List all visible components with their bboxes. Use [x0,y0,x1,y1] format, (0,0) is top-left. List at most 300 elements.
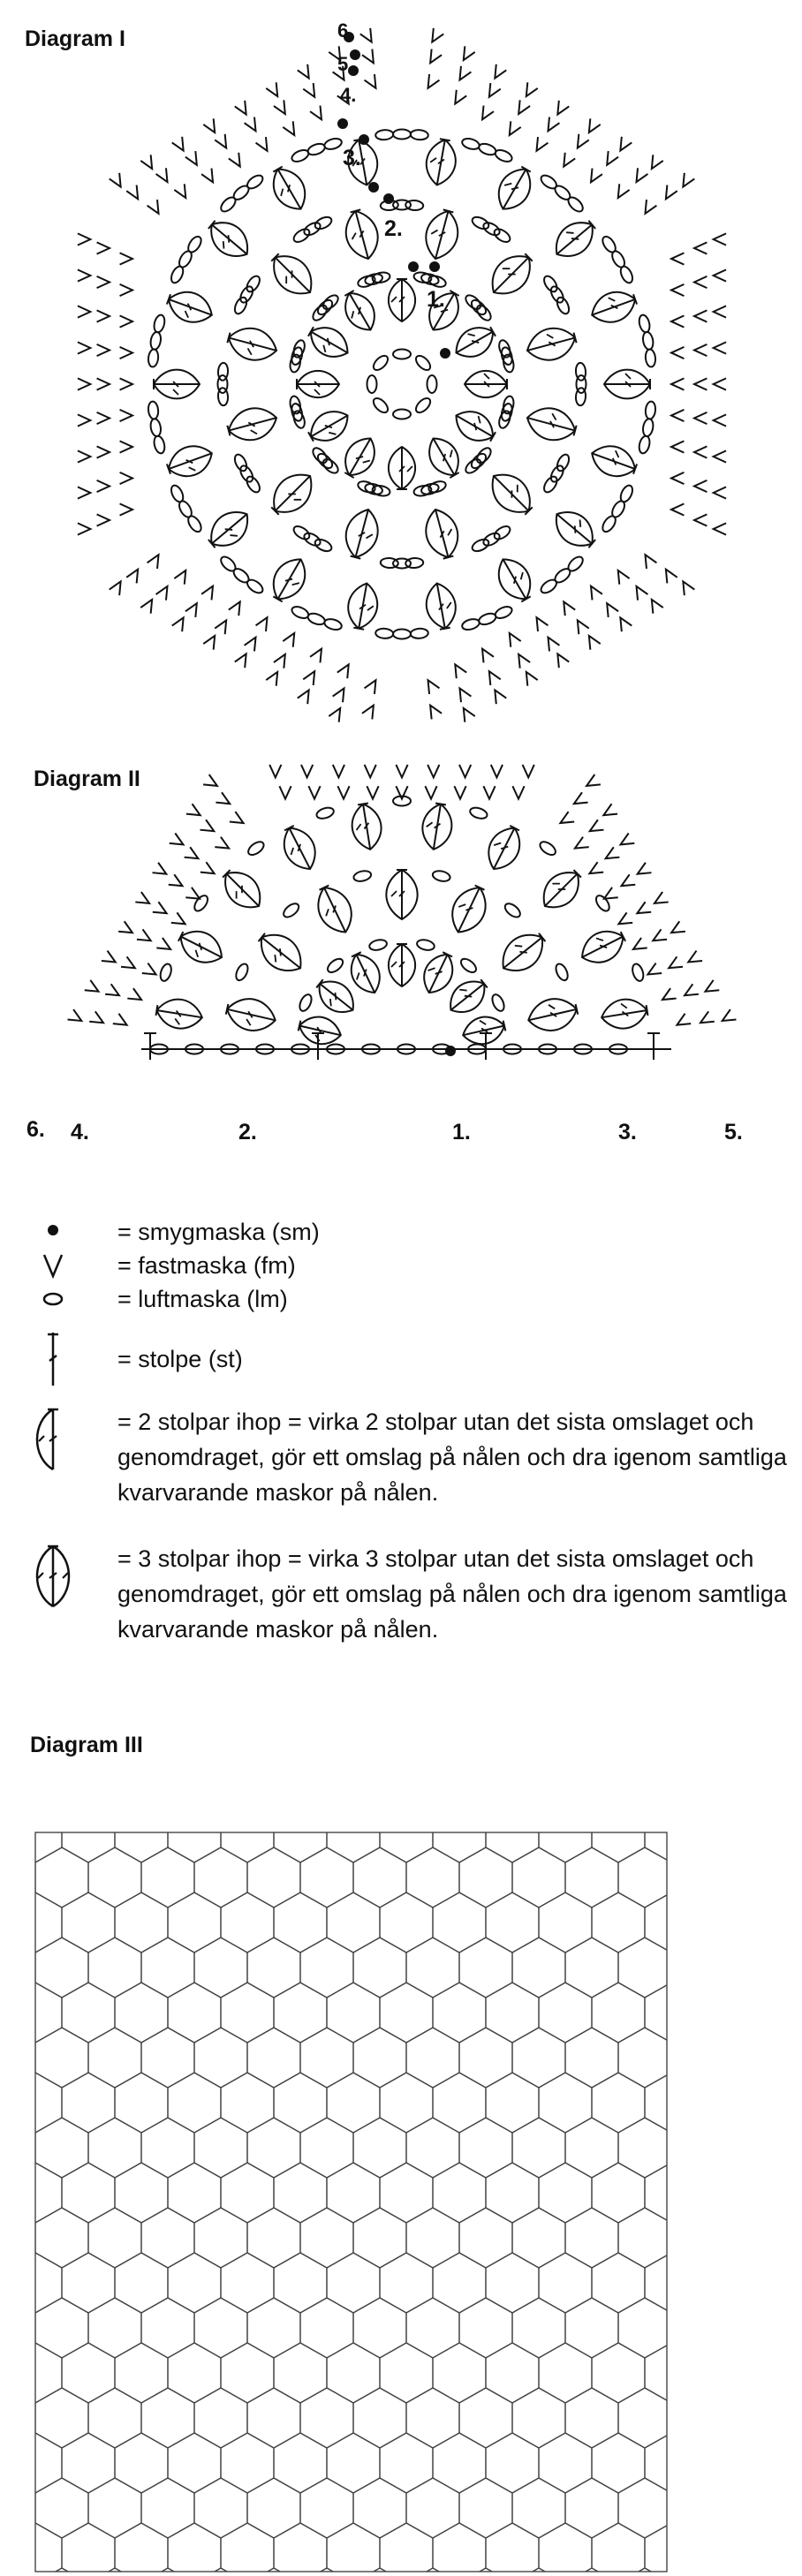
fastmaska-symbol [298,64,309,79]
hexagon-cell [327,1892,380,1953]
hexagon-cell [221,2343,274,2403]
fastmaska-symbol [126,185,138,200]
stolpar-ihop-symbol [337,286,382,336]
hexagon-cell [353,2298,406,2358]
stolpar-ihop-symbol [154,370,200,399]
slip-stitch-symbol [445,1046,456,1056]
fastmaska-symbol [683,581,694,595]
fastmaska-symbol [430,706,442,720]
hexagon-cell [141,2028,194,2088]
stolpar-ihop-symbol [264,465,322,522]
stolpar-ihop-symbol [202,214,256,266]
fastmaska-symbol [714,269,726,281]
stolpar-ihop-symbol [576,924,630,971]
chain-symbol [321,292,340,311]
hexagon-cell [327,2163,380,2223]
hexagon-cell [592,1983,645,2043]
fastmaska-symbol [229,153,240,167]
fastmaska-symbol [120,378,132,389]
stolpar-ihop-symbol [265,552,313,606]
fastmaska-symbol [621,833,635,844]
hexagon-cell [512,1938,565,1998]
chain-symbol [413,396,433,415]
hexagon-cell [141,2118,194,2178]
fastmaska-symbol [647,963,662,975]
hexagon-cell [486,2253,539,2313]
fastmaska-symbol [201,169,213,183]
fastmaska-symbol [169,874,183,886]
stolpar-ihop-symbol [202,503,256,555]
hexagon-cell [459,2028,512,2088]
hexagon-cell [62,1892,115,1953]
hexagon-cell [274,2343,327,2403]
fastmaska-symbol [360,28,372,42]
stolpar-ihop-symbol [304,404,354,448]
fastmaska-symbol [645,200,656,214]
hexagon-cell [645,2433,698,2493]
hexagon-cell [698,1892,751,1953]
hexagon-cell [671,2388,724,2448]
fastmaska-symbol [310,106,322,120]
stolpar-ihop-symbol [423,581,459,631]
chain-symbol [539,578,559,596]
fastmaska-symbol [589,118,601,132]
hexagon-cell [565,2478,618,2538]
hexagon-cell [459,2118,512,2178]
fastmaska-symbol [97,276,110,288]
chain-symbol [306,611,327,626]
chain-symbol [566,555,586,574]
three-dc-together-symbol [26,1541,106,1612]
fastmaska-symbol [308,786,320,798]
fastmaska-symbol [78,523,90,534]
fastmaska-symbol [432,28,443,42]
hexagon-cell [565,2118,618,2178]
hexagon-cell [194,2208,247,2268]
chain-symbol [478,611,498,626]
hexagon-cell [565,2298,618,2358]
stolpar-ihop-symbol [523,403,579,446]
fastmaska-symbol [266,672,277,686]
fastmaska-symbol [329,708,340,722]
hexagon-cell [168,2343,221,2403]
slip-stitch-symbol [368,182,379,193]
d1-round-label-2: 2. [384,216,403,241]
slip-stitch-symbol [429,261,440,272]
fastmaska-symbol [495,64,506,79]
hexagon-cell [194,1847,247,1907]
fastmaska-symbol [459,688,471,702]
stolpar-ihop-symbol [264,246,322,304]
fastmaska-symbol [510,121,521,135]
fastmaska-symbol [677,1014,691,1025]
fastmaska-symbol [591,169,602,183]
hexagon-cell [353,2388,406,2448]
chain-symbol [405,200,424,210]
fastmaska-symbol [482,106,494,120]
hexagon-cell [353,2208,406,2268]
chain-symbol [500,403,514,422]
fastmaska-symbol [113,1014,127,1025]
fastmaska-symbol [78,414,90,426]
chain-symbol [420,482,440,496]
fastmaska-symbol [171,912,185,924]
hexagon-cell [88,1938,141,1998]
hexagon-cell [168,2523,221,2576]
chain-symbol [281,901,300,919]
chain-symbol [461,617,480,631]
hexagon-cell [618,2118,671,2178]
hexagon-cell [565,1847,618,1907]
slip-stitch-symbol [337,118,348,129]
fastmaska-symbol [172,137,184,151]
fastmaska-symbol [637,586,648,601]
fastmaska-symbol [78,450,90,462]
fastmaska-symbol [671,284,684,296]
chain-symbol [325,956,344,975]
stolpar-ihop-symbol [420,207,464,262]
chain-symbol [469,805,488,820]
hexagon-cell [141,1938,194,1998]
fastmaska-symbol [590,820,604,831]
fastmaska-symbol [560,812,574,823]
hexagon-cell [62,2163,115,2223]
hexagon-cell [62,2073,115,2133]
fastmaska-symbol [283,633,294,647]
hexagon-cell [406,2478,459,2538]
fastmaska-symbol [518,654,530,669]
fastmaska-symbol [185,603,197,617]
double-crochet-symbol [26,1329,106,1391]
hexagon-cell [88,2028,141,2088]
hexagon-cell [62,2343,115,2403]
hexagon-cell [724,2568,777,2576]
fastmaska-symbol [454,786,465,798]
stolpar-ihop-symbol [587,440,640,483]
slip-stitch-symbol [359,134,369,145]
hexagon-cell [247,2028,300,2088]
stolpar-ihop-symbol [163,440,216,483]
stolpar-ihop-symbol [604,370,650,399]
fastmaska-symbol [714,523,726,534]
hexagon-cell [539,2253,592,2313]
fastmaska-symbol [714,414,726,426]
stolpar-ihop-symbol [224,322,280,366]
fastmaska-symbol [110,581,121,595]
chain-symbol [600,514,617,534]
diagram-3-hexagon-grid [0,1784,802,2576]
fastmaska-symbol [671,347,684,359]
fastmaska-symbol [671,921,685,933]
fastmaska-symbol [578,620,589,634]
fastmaska-symbol [428,74,440,88]
stolpar-ihop-symbol [423,137,459,187]
fastmaska-symbol [78,306,90,317]
stolpar-ihop-symbol [534,864,587,917]
chain-symbol [503,901,522,919]
hexagon-cell [671,2478,724,2538]
fastmaska-symbol [653,929,667,941]
legend-text-slip-stitch: = smygmaska (sm) [117,1219,320,1245]
hexagon-cell [592,2433,645,2493]
hexagon-cell [406,2298,459,2358]
fastmaska-symbol [622,874,636,886]
fastmaska-symbol [723,1009,737,1021]
hexagon-cell [512,2388,565,2448]
chain-symbol [554,962,571,982]
fastmaska-symbol [685,984,699,995]
hexagon-cell [300,2298,353,2358]
fastmaska-symbol [455,90,466,104]
fastmaska-symbol [365,680,376,694]
hexagon-cell [353,1938,406,1998]
fastmaska-symbol [694,344,707,356]
hexagon-cell [486,2433,539,2493]
hexagon-cell [486,2343,539,2403]
hexagon-cell [221,2073,274,2133]
hexagon-cell [35,2208,88,2268]
hexagon-cell [671,1847,724,1907]
hexagon-cell [645,2073,698,2133]
d1-round-label-1: 1. [427,287,445,312]
fastmaska-symbol [201,586,213,601]
fastmaska-symbol [586,774,601,786]
hexagon-cell [645,2523,698,2576]
d1-round-label-5: 5 [337,53,349,75]
fastmaska-symbol [298,690,309,704]
chain-symbol [218,195,238,215]
stolpar-ihop-symbol [494,925,552,980]
fastmaska-symbol [633,938,647,949]
hexagon-cell [406,2118,459,2178]
slip-stitch-symbol [440,348,450,359]
hexagon-cell [433,2073,486,2133]
chain-symbol [290,346,304,366]
chain-symbol [413,353,433,373]
hexagon-cell [88,2298,141,2358]
hexagon-cell [512,2298,565,2358]
hexagon-cell [35,1938,88,1998]
stolpar-ihop-symbol [276,821,323,875]
hexagon-cell [115,2253,168,2313]
hexagon-cell [221,1983,274,2043]
stolpar-ihop-symbol [482,246,540,304]
hexagon-cell [274,1983,327,2043]
chain-symbol [594,894,612,914]
hexagon-cell [300,1938,353,1998]
chain-symbol [364,272,383,286]
hexagon-cell [539,2523,592,2576]
fastmaska-symbol [170,833,184,844]
hexagon-cell [221,2433,274,2493]
fastmaska-symbol [333,688,344,702]
hexagon-cell [459,2478,512,2538]
hexagon-cell [459,2208,512,2268]
fastmaska-symbol [269,765,281,777]
chain-symbol [555,296,571,316]
chain-symbol [474,303,493,322]
hexagon-cell [194,2388,247,2448]
fastmaska-symbol [120,253,132,264]
hexagon-cell [168,2073,221,2133]
fastmaska-symbol [714,342,726,353]
hexagon-cell [724,2298,777,2358]
legend-text-2-dc-together: = 2 stolpar ihop = virka 2 stolpar utan det sista omslaget och genomdraget, gör ett omslag på nålen och dra igenom samtliga kvarvarande maskor på nålen. [117,1409,787,1506]
hexagon-cell [433,1892,486,1953]
chain-symbol [149,418,162,437]
fastmaska-symbol [97,480,110,492]
stolpar-ihop-symbol [389,447,415,489]
hexagon-cell [327,2433,380,2493]
hexagon-cell [459,2388,512,2448]
hexagon-cell [698,2253,751,2313]
hexagon-cell [486,2073,539,2133]
chain-symbol [291,524,312,541]
stolpar-ihop-symbol [216,864,269,917]
fastmaska-symbol [430,49,442,64]
fastmaska-symbol [245,638,256,652]
diagram-2-title: Diagram II [34,767,140,791]
stolpar-ihop-symbol [265,162,313,215]
fastmaska-symbol [671,441,684,452]
fastmaska-symbol [120,284,132,296]
hexagon-cell [88,2118,141,2178]
chain-symbol [323,137,343,151]
fastmaska-symbol [694,480,707,492]
hexagon-cell [35,2298,88,2358]
fastmaska-symbol [694,514,707,525]
hexagon-cell [724,1938,777,1998]
chain-symbol [642,331,654,351]
hexagon-cell [671,2208,724,2268]
hexagon-cell [486,1983,539,2043]
fastmaska-symbol [140,155,152,169]
hexagon-cell [247,1847,300,1907]
chain-symbol [500,346,514,366]
chain-symbol [478,141,498,156]
fastmaska-symbol [203,636,215,650]
fastmaska-symbol [97,310,110,321]
chain-symbol [458,956,478,975]
chain-symbol [380,557,398,568]
hexagon-cell [459,2298,512,2358]
chain-symbol [645,401,656,419]
hexagon-cell [539,1983,592,2043]
fastmaska-symbol [603,804,617,815]
fastmaska-symbol [591,586,602,601]
fastmaska-symbol [185,888,200,899]
d2-row-label-4: 4. [71,1120,89,1144]
fastmaska-symbol [523,765,534,777]
fastmaska-symbol [512,786,524,798]
chain-symbol [642,418,654,437]
fastmaska-symbol [185,151,197,165]
d2-row-label-3: 3. [618,1120,637,1144]
slip-stitch-symbol [383,193,394,204]
chain-symbol [192,894,210,914]
chain-symbol [410,130,428,140]
hexagon-cell [459,1847,512,1907]
fastmaska-symbol [97,514,110,525]
fastmaska-symbol [666,570,677,584]
legend-text-chain: = luftmaska (lm) [117,1286,288,1312]
hexagon-cell [221,1892,274,1953]
hexagon-cell [724,2118,777,2178]
chain-symbol [631,963,646,982]
stolpar-ihop-symbol [444,880,494,939]
chain-symbol [575,388,586,406]
fastmaska-symbol [645,555,656,569]
hexagon-cell [353,2478,406,2538]
chain-symbol [432,869,451,882]
hexagon-cell [115,2163,168,2223]
chain-symbol [645,349,656,367]
fastmaska-symbol [537,617,549,631]
chain-symbol [234,962,251,982]
chain-symbol [393,410,411,419]
stolpar-ihop-symbol [490,552,538,606]
hexagon-cell [274,2523,327,2576]
hexagon-cell [698,2523,751,2576]
hexagon-cell [380,1983,433,2043]
fastmaska-symbol [714,378,726,389]
hexagon-cell [406,1938,459,1998]
hexagon-cell [194,2478,247,2538]
fastmaska-symbol [97,242,110,253]
fastmaska-symbol [637,902,651,913]
diagram-1-hexagon-chart [0,0,802,724]
chain-symbol [314,215,334,231]
fastmaska-symbol [549,638,560,652]
fastmaska-symbol [203,774,217,786]
chain-symbol [420,272,440,286]
d2-row-label-1: 1. [452,1120,471,1144]
hexagon-cell [539,2163,592,2223]
fastmaska-symbol [174,184,185,198]
chain-symbol [368,938,388,951]
hexagon-cell [88,2208,141,2268]
chain-symbol [492,227,512,245]
stolpar-ihop-symbol [297,1013,344,1048]
fastmaska-symbol [120,503,132,515]
fastmaska-symbol [671,378,684,389]
hexagon-cell [671,2298,724,2358]
fastmaska-symbol [174,570,185,585]
hexagon-cell [512,2028,565,2088]
fastmaska-symbol [367,786,378,798]
hexagon-cell [35,2028,88,2088]
hexagon-cell [353,2118,406,2178]
chain-symbol [464,457,483,475]
hexagon-cell [724,2028,777,2088]
fastmaska-symbol [229,601,240,616]
fastmaska-symbol [200,820,215,831]
chain-symbol [541,474,559,495]
fastmaska-symbol [518,100,530,114]
chain-symbol [218,555,238,574]
hexagon-cell [698,2433,751,2493]
slip-stitch-symbol [26,1214,106,1250]
fastmaska-symbol [489,671,501,685]
hexagon-cell [565,2028,618,2088]
hexagon-cell [433,2163,486,2223]
fastmaska-symbol [137,929,151,941]
fastmaska-symbol [274,654,285,669]
hexagon-cell [618,2388,671,2448]
chain-symbol [153,314,167,333]
fastmaska-symbol [694,378,707,389]
fastmaska-symbol [495,690,506,704]
